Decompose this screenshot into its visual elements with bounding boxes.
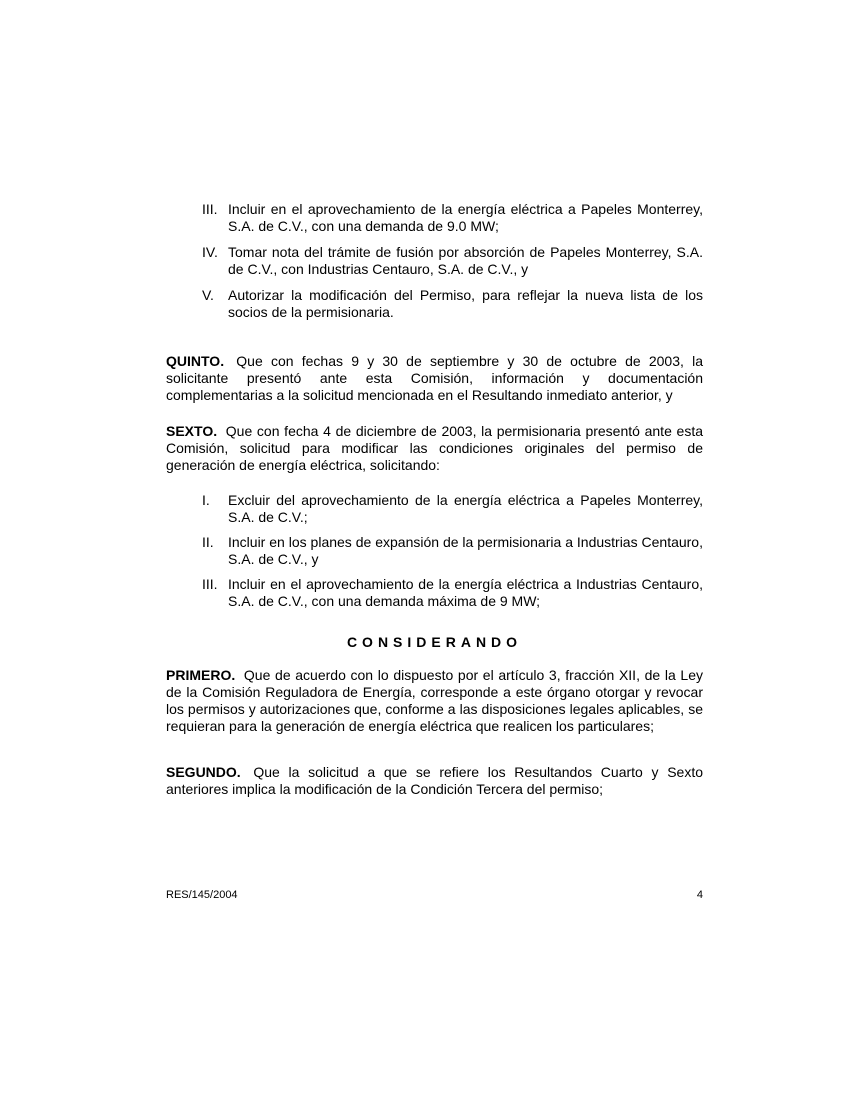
modification-request-list [166,492,703,610]
considerando-heading: CONSIDERANDO [346,634,523,650]
page-number: 4 [696,889,703,901]
list-item-text: Tomar nota del trámite de fusión por absorción de Papeles Monterrey, S.A. de C.V., con Industrias Centauro, S.A. de C.V., y [228,244,703,277]
consideration-label: SEGUNDO. [166,764,241,780]
consideration-primero [166,667,703,735]
consideration-label: PRIMERO. [166,667,236,683]
list-item [202,492,703,526]
page-footer [166,889,703,902]
list-item-text: Incluir en los planes de expansión de la permisionaria a Industrias Centauro, S.A. de C.V., y [228,534,703,567]
consideration-segundo [166,764,703,798]
list-item-text: Incluir en el aprovechamiento de la energía eléctrica a Industrias Centauro, S.A. de C.V., con una demanda máxima de 9 MW; [228,576,703,609]
consideration-text: Que la solicitud a que se refiere los Resultandos Cuarto y Sexto anteriores implica la modificación de la Condición Tercera del permiso; [166,764,703,797]
list-item-numeral: IV. [202,244,218,260]
list-item-numeral: III. [202,576,218,592]
document-body [166,201,703,798]
list-item [202,576,703,610]
recital-sexto [166,423,703,474]
recital-quinto [166,353,703,404]
recital-label: QUINTO. [166,353,225,369]
doc-reference: RES/145/2004 [166,889,238,901]
list-item [202,287,703,321]
list-item-text: Incluir en el aprovechamiento de la energía eléctrica a Papeles Monterrey, S.A. de C.V., con una demanda de 9.0 MW; [228,201,703,234]
recital-text: Que con fecha 4 de diciembre de 2003, la permisionaria presentó ante esta Comisión, solicitud para modificar las condiciones originales del permiso de generación de energía eléctrica, solicitando: [166,423,703,473]
list-item-text: Excluir del aprovechamiento de la energía eléctrica a Papeles Monterrey, S.A. de C.V.; [228,492,703,525]
recital-text: Que con fechas 9 y 30 de septiembre y 30 de octubre de 2003, la solicitante presentó ante esta Comisión, información y documentación complementarias a la solicitud mencionada en el Resultando inmediato anterior, y [166,353,703,403]
list-item [202,201,703,235]
list-item-numeral: V. [202,287,214,303]
list-item-text: Autorizar la modificación del Permiso, para reflejar la nueva lista de los socios de la permisionaria. [228,287,703,320]
resolution-points-list [166,201,703,321]
list-item [202,244,703,278]
list-item [202,534,703,568]
list-item-numeral: I. [202,492,210,508]
list-item-numeral: III. [202,201,218,217]
recital-label: SEXTO. [166,423,218,439]
list-item-numeral: II. [202,534,214,550]
consideration-text: Que de acuerdo con lo dispuesto por el artículo 3, fracción XII, de la Ley de la Comisión Reguladora de Energía, corresponde a este órgano otorgar y revocar los permisos y autorizaciones que, conforme a las disposiciones legales aplicables, se requieran para la generación de energía eléctrica que realicen los particulares; [166,667,703,734]
